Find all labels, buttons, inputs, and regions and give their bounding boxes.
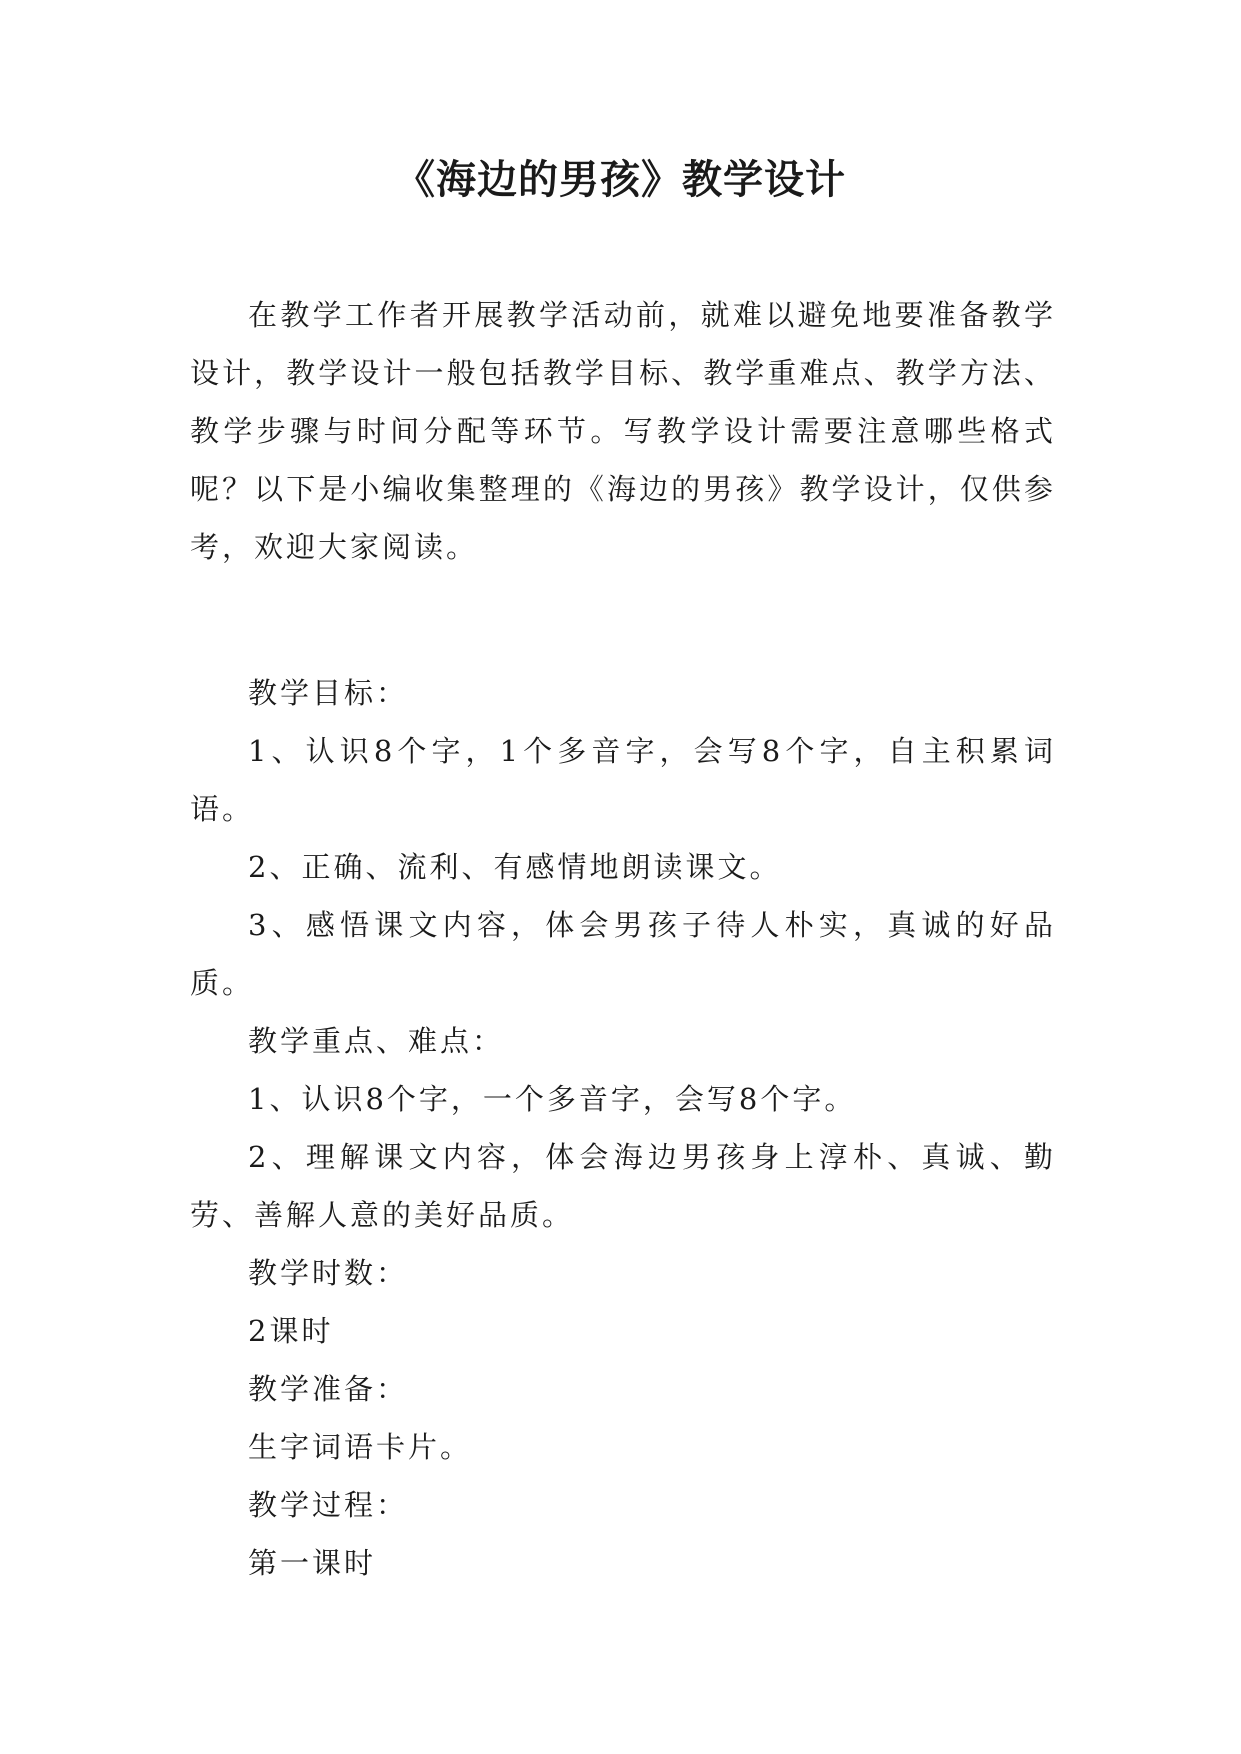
heading-process: 教学过程：	[248, 1488, 409, 1522]
key-point-item-1: 1、认识8个字，一个多音字，会写8个字。	[248, 1082, 857, 1116]
preparation-value: 生字词语卡片。	[248, 1430, 473, 1464]
intro-paragraph: 在教学工作者开展教学活动前，就难以避免地要准备教学设计，教学设计一般包括教学目标、教学重难点、教学方法、教学步骤与时间分配等环节。写教学设计需要注意哪些格式呢？以下是小编收集整理的《海边的男孩》教学设计，仅供参考，欢迎大家阅读。	[190, 298, 1056, 564]
paragraph-spacer	[190, 576, 1056, 664]
goal-item-1: 1、认识8个字，1个多音字，会写8个字，自主积累词语。	[190, 734, 1056, 826]
key-point-item-2: 2、理解课文内容，体会海边男孩身上淳朴、真诚、勤劳、善解人意的美好品质。	[190, 1140, 1056, 1232]
heading-key-points: 教学重点、难点：	[248, 1024, 505, 1058]
document-title: 《海边的男孩》教学设计	[395, 157, 846, 203]
goal-item-2: 2、正确、流利、有感情地朗读课文。	[248, 850, 782, 884]
goal-item-3: 3、感悟课文内容，体会男孩子待人朴实，真诚的好品质。	[190, 908, 1056, 1000]
heading-class-hours: 教学时数：	[248, 1256, 409, 1290]
document-body	[190, 286, 1056, 1592]
process-first-lesson: 第一课时	[248, 1546, 377, 1580]
heading-preparation: 教学准备：	[248, 1372, 409, 1406]
class-hours-value: 2课时	[248, 1314, 334, 1348]
heading-teaching-goals: 教学目标：	[248, 676, 409, 710]
